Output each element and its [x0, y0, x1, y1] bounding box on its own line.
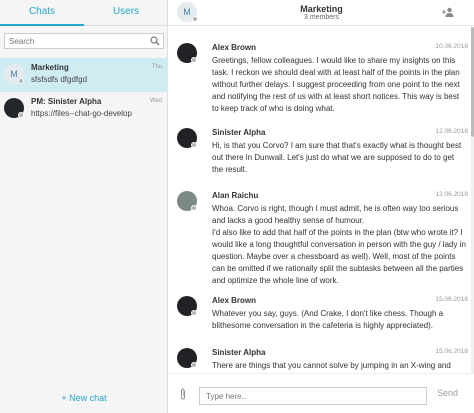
- chat-preview: https://files--chat-go-develop: [31, 109, 132, 118]
- message-author: Alex Brown: [212, 43, 257, 52]
- chat-date: Thu: [151, 64, 162, 70]
- presence-indicator: [191, 310, 197, 316]
- paperclip-icon[interactable]: [179, 388, 187, 400]
- members-count: 3 members: [303, 14, 339, 21]
- message-date: 15.06.2018: [435, 296, 468, 303]
- chat-name: Marketing: [31, 63, 69, 72]
- message-date: 10.06.2018: [435, 43, 468, 50]
- message-author: Alex Brown: [212, 296, 257, 305]
- chat-name: PM: Sinister Alpha: [31, 97, 102, 106]
- presence-indicator: [18, 112, 24, 118]
- composer: [169, 373, 474, 413]
- message-text: Hi, is that you Corvo? I am sure that that's exactly what is thought best out there in Dunwall. Let's just do what we are supposed to do to get the result.: [212, 141, 462, 174]
- message-date: 12.06.2018: [435, 191, 468, 198]
- presence-indicator: [191, 57, 197, 63]
- search-box: [4, 33, 164, 49]
- sidebar-tabs: [0, 0, 168, 26]
- chat-avatar: M: [177, 2, 197, 22]
- chat-title: Marketing: [300, 4, 343, 14]
- presence-indicator: [191, 362, 197, 368]
- message-author: Alan Raichu: [212, 191, 259, 200]
- message-input[interactable]: [199, 387, 427, 405]
- search-input[interactable]: [9, 35, 149, 47]
- send-button[interactable]: Send: [437, 388, 459, 398]
- search-icon[interactable]: [150, 36, 160, 46]
- chat-date: Wed: [149, 98, 162, 104]
- message-text: Whatever you say, guys. (And Crake, I don't like chess. Though a blithesome conversation in the cafeteria is highly appreciated).: [212, 309, 444, 330]
- message-author: Sinister Alpha: [212, 348, 266, 357]
- chat-item-marketing[interactable]: [0, 58, 168, 92]
- tab-chats[interactable]: Chats: [0, 0, 84, 26]
- message-list[interactable]: [169, 27, 474, 373]
- presence-indicator: [191, 205, 197, 211]
- message-author: Sinister Alpha: [212, 128, 266, 137]
- message-date: 12.06.2018: [435, 128, 468, 135]
- message-date: 15.06.2018: [435, 348, 468, 355]
- new-chat-button[interactable]: + New chat: [61, 393, 107, 403]
- chat-item-pm-sinister-alpha[interactable]: [0, 92, 168, 126]
- message-text: Greetings, fellow colleagues. I would like to share my insights on this task. I reckon we should deal with at least half of the points in the plan without further delays. I suggest proceeding from one point to the next and notifying the rest of us with at least short notices. This way is best to keep track of who is doing what.: [212, 56, 460, 113]
- avatar: M: [4, 64, 24, 84]
- sidebar: [0, 0, 168, 413]
- message-text: There are things that you cannot solve by jumping in an X-wing and: [212, 361, 451, 370]
- message-text: Whoa. Corvo is right, though I must admit, he is often way too serious and lacks a good healthy sense of humour. I'd also like to add that half of the points in the plan (btw who wrote it? I would like a long thoughtful conversation in person with the guy / lady in question. Maybe over a chessboard as well). Well, most of the points can be omitted if we rationally split the subtasks between all the parties and optimize the whole line of work.: [212, 204, 466, 285]
- presence-indicator: [191, 142, 197, 148]
- presence-indicator: [18, 78, 24, 84]
- chat-header: [169, 0, 474, 26]
- tab-users[interactable]: Users: [84, 0, 168, 26]
- chat-preview: sfsfsdfs dfgdfgd: [31, 75, 88, 84]
- add-user-icon[interactable]: [442, 7, 454, 17]
